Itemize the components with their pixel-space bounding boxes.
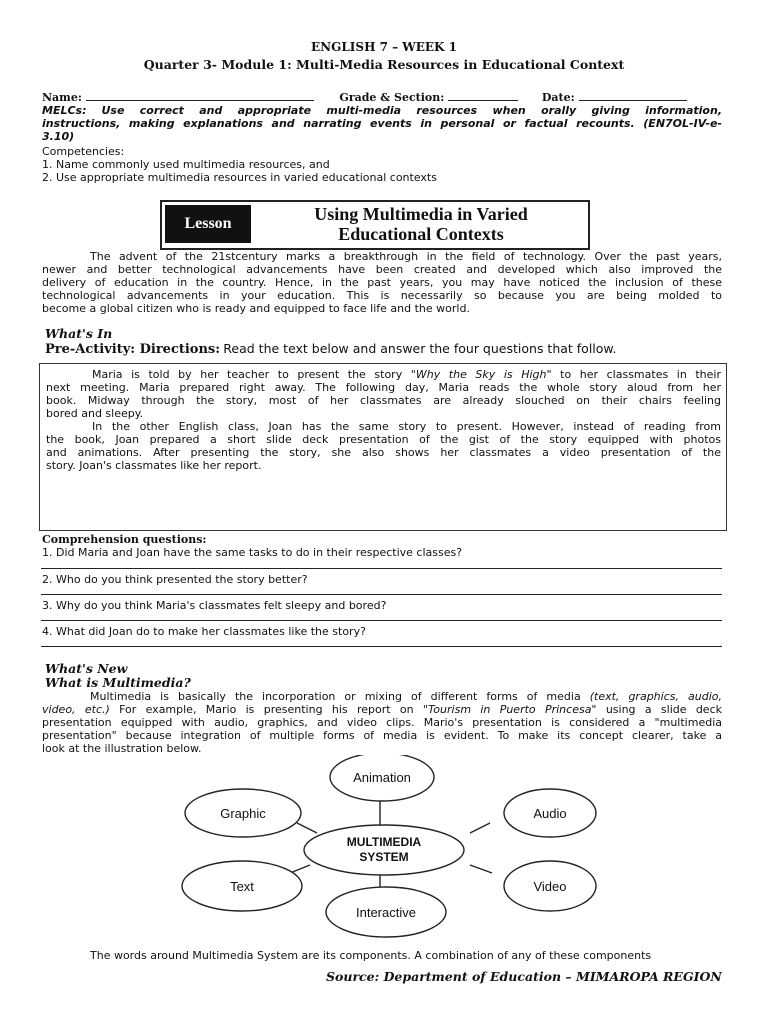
story-line: next meeting. Maria prepared right away. The following day, Maria reads the whole story aloud from her bbox=[46, 381, 721, 394]
melcs-label: MELCs: bbox=[42, 104, 87, 117]
story-line: bored and sleepy. bbox=[46, 407, 144, 420]
date-label: Date: bbox=[541, 91, 575, 104]
intro-paragraph bbox=[42, 250, 722, 315]
story-line: the book, Joan prepared a short slide deck presentation of the gist of the story equipped with photos bbox=[46, 433, 721, 446]
intro-line: newer and better technological advancements have been created and developed which also improved the bbox=[42, 263, 722, 276]
source-credit: Source: Department of Education – MIMAROPA REGION bbox=[326, 969, 722, 984]
module-subtitle: Quarter 3- Module 1: Multi-Media Resources in Educational Context bbox=[143, 57, 625, 72]
multimedia-line: Multimedia is basically the incorporation or mixing of different forms of media (text, graphics, audio, bbox=[90, 690, 722, 703]
intro-line: The advent of the 21stcentury marks a breakthrough in the field of technology. Over the past years, bbox=[90, 250, 722, 263]
question-3: 3. Why do you think Maria's classmates felt sleepy and bored? bbox=[42, 599, 387, 612]
what-is-multimedia-heading: What is Multimedia? bbox=[45, 675, 191, 690]
lesson-title-line: Using Multimedia in Varied bbox=[314, 204, 528, 224]
pre-activity-text: Read the text below and answer the four questions that follow. bbox=[223, 341, 617, 356]
melcs-text-3: 3.10) bbox=[42, 130, 75, 143]
lesson-title bbox=[256, 204, 586, 244]
lesson-tag: Lesson bbox=[165, 205, 251, 243]
story-line: story. Joan's classmates like her report. bbox=[46, 459, 262, 472]
question-1: 1. Did Maria and Joan have the same tasks to do in their respective classes? bbox=[42, 546, 463, 559]
node-graphic-label: Graphic bbox=[220, 806, 266, 821]
connector-audio bbox=[470, 823, 490, 833]
lesson-title-line: Educational Contexts bbox=[338, 224, 504, 244]
multimedia-line: presentation equipped with audio, graphics, and video clips. Mario's presentation is considered a "multimedia bbox=[42, 716, 722, 729]
competencies-heading: Competencies: bbox=[42, 145, 125, 158]
node-text-label: Text bbox=[230, 879, 254, 894]
question-4: 4. What did Joan do to make her classmates like the story? bbox=[42, 625, 366, 638]
node-audio-label: Audio bbox=[533, 806, 567, 821]
melcs-block bbox=[42, 104, 722, 143]
intro-line: technological advancements in your education. This is necessarily so because you are being molded to bbox=[42, 289, 722, 302]
connector-video bbox=[470, 865, 492, 873]
melcs-text-2: instructions, making explanations and narrating events in personal or factual recounts. (EN7OL-IV-e- bbox=[42, 117, 722, 130]
answer-line-1[interactable] bbox=[41, 568, 722, 569]
grade-section-field[interactable] bbox=[448, 90, 518, 101]
intro-line: become a global citizen who is ready and equipped to face life and the world. bbox=[42, 302, 470, 315]
node-animation-label: Animation bbox=[353, 770, 411, 785]
multimedia-diagram bbox=[170, 755, 600, 950]
node-video-label: Video bbox=[533, 879, 567, 894]
story-line: In the other English class, Joan has the same story to present. However, instead of reading from bbox=[92, 420, 721, 433]
node-interactive-label: Interactive bbox=[356, 905, 416, 920]
comprehension-heading: Comprehension questions: bbox=[42, 533, 207, 546]
answer-line-3[interactable] bbox=[41, 620, 722, 621]
whats-new-heading: What's New bbox=[45, 661, 128, 676]
grade-label: Grade & Section: bbox=[339, 91, 445, 104]
multimedia-paragraph bbox=[42, 690, 722, 755]
question-2: 2. Who do you think presented the story better? bbox=[42, 573, 308, 586]
pre-activity-label: Pre-Activity: Directions: bbox=[45, 342, 221, 357]
competency-item: 2. Use appropriate multimedia resources in varied educational contexts bbox=[42, 171, 437, 184]
center-label-line2: SYSTEM bbox=[359, 850, 409, 864]
worksheet-title: ENGLISH 7 – WEEK 1 bbox=[310, 40, 458, 54]
intro-line: delivery of education in the country. Hence, in the past years, you may have noticed the inclusion of these bbox=[42, 276, 722, 289]
connector-graphic bbox=[297, 823, 317, 833]
competencies bbox=[42, 145, 437, 184]
multimedia-line: presentation" because integration of multiple forms of media is evident. To make its concept clearer, take a bbox=[42, 729, 722, 742]
multimedia-line: video, etc.) For example, Mario is presenting his report on "Tourism in Puerto Princesa" using a slide deck bbox=[42, 703, 722, 716]
name-field[interactable] bbox=[86, 90, 314, 101]
story-text bbox=[46, 368, 721, 472]
pre-activity-directions bbox=[45, 341, 616, 357]
competency-item: 1. Name commonly used multimedia resources, and bbox=[42, 158, 330, 171]
melcs-text-1: Use correct and appropriate multi-media resources when orally giving information, bbox=[101, 104, 722, 117]
info-line bbox=[42, 90, 687, 104]
whats-in-heading: What's In bbox=[45, 326, 113, 341]
connector-text bbox=[290, 865, 310, 873]
components-text: The words around Multimedia System are its components. A combination of any of these components bbox=[90, 949, 652, 962]
story-line: Maria is told by her teacher to present the story "Why the Sky is High" to her classmates in their bbox=[92, 368, 721, 381]
date-field[interactable] bbox=[579, 90, 687, 101]
story-title: "Why the Sky is High" bbox=[410, 368, 552, 381]
answer-line-2[interactable] bbox=[41, 594, 722, 595]
multimedia-line: look at the illustration below. bbox=[42, 742, 202, 755]
answer-line-4[interactable] bbox=[41, 646, 722, 647]
lesson-banner bbox=[160, 200, 590, 250]
center-label-line1: MULTIMEDIA bbox=[346, 835, 422, 849]
story-line: and animations. After presenting the story, she also shows her classmates a video presentation of the bbox=[46, 446, 721, 459]
story-line: book. Midway through the story, most of her classmates are already slouched on their chairs feeling bbox=[46, 394, 721, 407]
name-label: Name: bbox=[42, 91, 82, 104]
